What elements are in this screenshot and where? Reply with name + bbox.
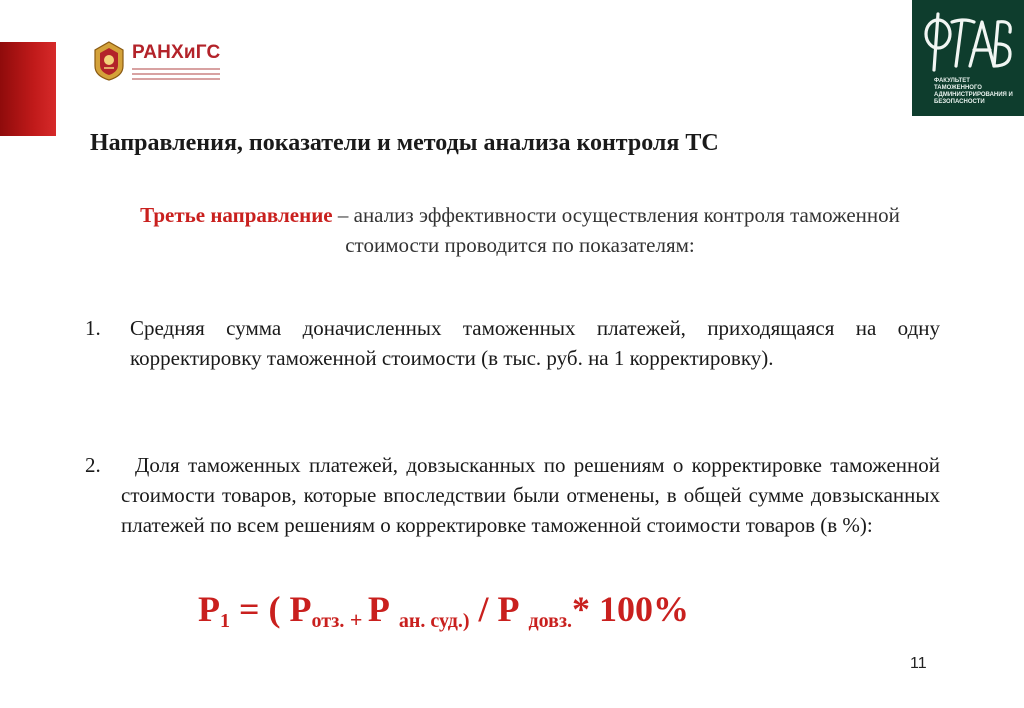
list-item-number: 1. bbox=[85, 316, 101, 340]
list-item-number: 2. bbox=[85, 453, 101, 477]
subtitle-text: – анализ эффективности осуществления контроля таможенной стоимости проводится по показателям: bbox=[332, 203, 900, 257]
formula-sub-ansud: ан. суд.) bbox=[398, 610, 470, 632]
slide-title: Направления, показатели и методы анализа контроля ТС bbox=[90, 130, 719, 156]
ranepa-fineprint bbox=[132, 65, 220, 80]
formula-lhs: Р bbox=[198, 589, 220, 629]
formula-open: ( Р bbox=[268, 589, 312, 629]
list-item-text: Средняя сумма доначисленных таможенных платежей, приходящаяся на одну корректировку таможенной стоимости (в тыс. руб. на 1 корректировку). bbox=[130, 316, 940, 370]
formula-sub-otz: отз. bbox=[311, 610, 345, 632]
page-number: 11 bbox=[910, 655, 927, 672]
list-item bbox=[85, 450, 940, 540]
formula-sub-dovz: довз. bbox=[528, 610, 573, 632]
formula bbox=[198, 585, 878, 645]
formula-tail: * 100% bbox=[572, 589, 690, 629]
formula-lhs-sub: 1 bbox=[220, 610, 230, 632]
ranepa-emblem-icon bbox=[90, 40, 128, 82]
formula-plus: + bbox=[344, 607, 368, 632]
ftab-caption: ФАКУЛЬТЕТ ТАМОЖЕННОГО АДМИНИСТРИРОВАНИЯ И БЕЗОПАСНОСТИ bbox=[934, 78, 1013, 105]
formula-div: / Р bbox=[469, 589, 529, 629]
ftab-logo bbox=[912, 0, 1024, 116]
ranepa-logo bbox=[90, 38, 225, 84]
subtitle-accent: Третье направление bbox=[140, 203, 333, 227]
list-item-text: Доля таможенных платежей, довзысканных по решениям о корректировке таможенной стоимости товаров, которые впоследствии были отменены, в общей сумме довзысканных платежей по всем решениям о корректировке таможенной стоимости товаров (в %): bbox=[121, 453, 940, 537]
ranepa-brand-text: РАНХиГС bbox=[132, 41, 221, 63]
side-accent-bar bbox=[0, 42, 56, 136]
formula-p2: Р bbox=[367, 589, 399, 629]
slide-subtitle bbox=[100, 200, 940, 260]
list-item bbox=[85, 313, 940, 373]
formula-eq: = bbox=[230, 589, 269, 629]
